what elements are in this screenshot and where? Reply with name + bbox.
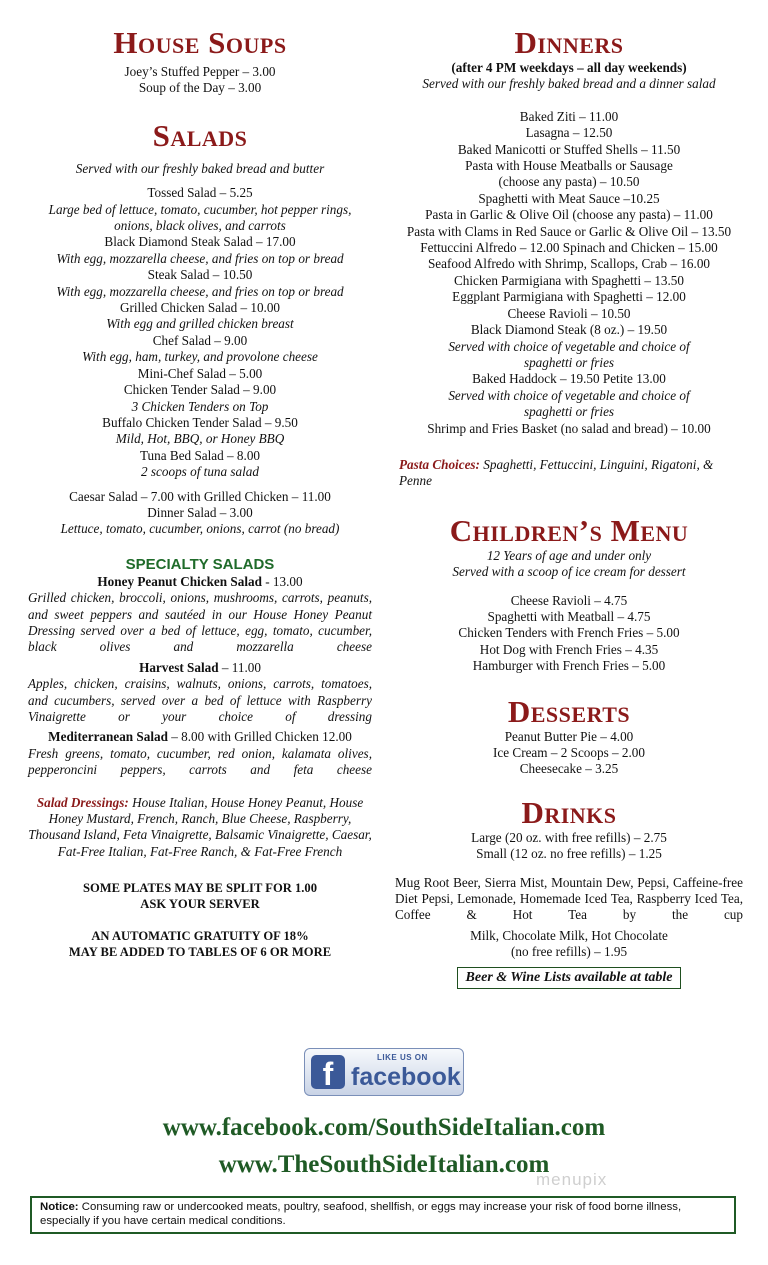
dinners-hours: (after 4 PM weekdays – all day weekends) bbox=[451, 60, 687, 75]
specialty-price: – 11.00 bbox=[218, 659, 261, 675]
children-item: Cheese Ravioli – 4.75 bbox=[510, 592, 628, 608]
children-item: Hamburger with French Fries – 5.00 bbox=[472, 658, 666, 674]
pasta-choices-text: Spaghetti, Fettuccini, Linguini, Rigatoni, & Penne bbox=[399, 456, 714, 489]
specialty-name: Mediterranean Salad bbox=[48, 729, 168, 745]
salad-desc: 3 Chicken Tenders on Top bbox=[131, 398, 269, 414]
dressings-label: Salad Dressings: bbox=[36, 794, 129, 810]
drinks-small: Small (12 oz. no free refills) – 1.25 bbox=[476, 846, 662, 862]
split-line: ASK YOUR SERVER bbox=[140, 897, 260, 912]
soup-item: Soup of the Day – 3.00 bbox=[138, 80, 262, 96]
dinner-item: Chicken Parmigiana with Spaghetti – 13.50 bbox=[453, 272, 684, 288]
salad-item: Chef Salad – 9.00 bbox=[152, 332, 248, 348]
children-subtitle: Served with a scoop of ice cream for dessert bbox=[452, 564, 686, 580]
dressings-text: House Italian, House Honey Peanut, House Honey Mustard, French, Ranch, Blue Cheese, Raspberry, Thousand Island, Feta Vinaigrette, Balsamic Vinaigrette, Caesar, Fat-Free Italian, Fat-Free Ranch, & Fat-Free French bbox=[28, 794, 372, 859]
children-item: Chicken Tenders with French Fries – 5.00 bbox=[458, 625, 680, 641]
drinks-list: Mug Root Beer, Sierra Mist, Mountain Dew, Pepsi, Caffeine-free Diet Pepsi, Lemonade, Homemade Iced Tea, Raspberry Iced Tea, Coffee & Hot Tea by the cup bbox=[395, 874, 743, 923]
children-title: Children’s Menu bbox=[449, 512, 689, 548]
gratuity-line: AN AUTOMATIC GRATUITY OF 18% bbox=[91, 929, 309, 944]
salad-item: Grilled Chicken Salad – 10.00 bbox=[119, 300, 281, 316]
children-item: Hot Dog with French Fries – 4.35 bbox=[479, 641, 659, 657]
dinner-item: Pasta with Clams in Red Sauce or Garlic & Olive Oil – 13.50 bbox=[406, 223, 732, 239]
dinners-subtitle: Served with our freshly baked bread and a dinner salad bbox=[422, 76, 716, 92]
dinner-item: Lasagna – 12.50 bbox=[525, 125, 613, 141]
beer-wine-note: Beer & Wine Lists available at table bbox=[457, 967, 682, 989]
salad-desc: Lettuce, tomato, cucumber, onions, carrot (no bread) bbox=[60, 521, 340, 537]
salad-item: Tuna Bed Salad – 8.00 bbox=[139, 447, 261, 463]
dinner-item: Pasta in Garlic & Olive Oil (choose any pasta) – 11.00 bbox=[425, 207, 713, 223]
desserts-title: Desserts bbox=[507, 693, 631, 729]
food-safety-notice bbox=[30, 1196, 736, 1234]
drinks-milk-price: (no free refills) – 1.95 bbox=[510, 944, 628, 960]
gratuity-line: MAY BE ADDED TO TABLES OF 6 OR MORE bbox=[68, 945, 332, 960]
pasta-choices bbox=[395, 457, 743, 490]
salad-desc: With egg, mozzarella cheese, and fries on top or bread bbox=[56, 283, 344, 299]
salad-item: Steak Salad – 10.50 bbox=[147, 267, 253, 283]
soup-item: Joey’s Stuffed Pepper – 3.00 bbox=[124, 64, 276, 79]
salad-item: Chicken Tender Salad – 9.00 bbox=[123, 382, 277, 398]
facebook-like-text: LIKE US ON bbox=[377, 1053, 428, 1062]
salad-item: Dinner Salad – 3.00 bbox=[147, 504, 253, 520]
dinner-item: Pasta with House Meatballs or Sausage bbox=[465, 158, 673, 174]
drinks-milk: Milk, Chocolate Milk, Hot Chocolate bbox=[470, 927, 668, 943]
notice-text: Consuming raw or undercooked meats, poultry, seafood, shellfish, or eggs may increase your risk of food borne illness, especially if you have certain medical conditions. bbox=[40, 1201, 682, 1227]
salads-subtitle: Served with our freshly baked bread and butter bbox=[75, 160, 325, 176]
salad-desc: Mild, Hot, BBQ, or Honey BBQ bbox=[115, 431, 285, 447]
salad-desc: With egg and grilled chicken breast bbox=[106, 316, 294, 332]
dinner-item: Black Diamond Steak (8 oz.) – 19.50 bbox=[470, 322, 668, 338]
dessert-item: Cheesecake – 3.25 bbox=[519, 761, 619, 777]
salad-desc: With egg, mozzarella cheese, and fries on top or bread bbox=[56, 250, 344, 266]
dinner-item: Shrimp and Fries Basket (no salad and bread) – 10.00 bbox=[427, 420, 711, 436]
notice-label: Notice: bbox=[40, 1201, 79, 1213]
drinks-large: Large (20 oz. with free refills) – 2.75 bbox=[471, 829, 667, 845]
dinner-item: (choose any pasta) – 10.50 bbox=[498, 174, 640, 190]
salad-item: Caesar Salad – 7.00 with Grilled Chicken – 11.00 bbox=[69, 488, 331, 504]
salad-item: Tossed Salad – 5.25 bbox=[147, 185, 253, 201]
website-url[interactable]: www.TheSouthSideItalian.com bbox=[218, 1151, 550, 1178]
salad-item: Buffalo Chicken Tender Salad – 9.50 bbox=[102, 414, 298, 430]
children-subtitle: 12 Years of age and under only bbox=[486, 547, 652, 563]
salad-item: Mini-Chef Salad – 5.00 bbox=[137, 365, 263, 381]
facebook-wordmark: facebook bbox=[351, 1063, 461, 1091]
facebook-url[interactable]: www.facebook.com/SouthSideItalian.com bbox=[162, 1114, 606, 1141]
salad-dressings bbox=[28, 795, 372, 861]
dessert-item: Ice Cream – 2 Scoops – 2.00 bbox=[493, 745, 645, 760]
salad-desc: With egg, ham, turkey, and provolone cheese bbox=[82, 349, 318, 365]
salad-item: Black Diamond Steak Salad – 17.00 bbox=[104, 234, 296, 250]
specialty-title: SPECIALTY SALADS bbox=[125, 555, 275, 573]
dinners-title: Dinners bbox=[514, 25, 624, 60]
dinner-item: Baked Ziti – 11.00 bbox=[519, 108, 619, 124]
specialty-desc: Apples, chicken, craisins, walnuts, onions, carrots, tomatoes, and cucumbers, served over a bed of lettuce with Raspberry Vinaigrette or your choice of dressing bbox=[28, 676, 372, 724]
dinner-item: Baked Manicotti or Stuffed Shells – 11.50 bbox=[457, 141, 681, 157]
salad-desc: 2 scoops of tuna salad bbox=[141, 464, 259, 480]
specialty-price: – 8.00 with Grilled Chicken 12.00 bbox=[167, 729, 352, 745]
dinner-desc: Served with choice of vegetable and choice of spaghetti or fries bbox=[448, 338, 690, 370]
salad-desc: Large bed of lettuce, tomato, cucumber, hot pepper rings, onions, black olives, and carrots bbox=[48, 201, 352, 234]
soups-title: House Soups bbox=[113, 25, 287, 60]
dinner-item: Spaghetti with Meat Sauce –10.25 bbox=[478, 190, 660, 206]
specialty-name: Honey Peanut Chicken Salad bbox=[97, 573, 262, 589]
menupix-watermark: menupix bbox=[536, 1170, 608, 1189]
split-line: SOME PLATES MAY BE SPLIT FOR 1.00 bbox=[82, 881, 318, 896]
dinner-desc: Served with choice of vegetable and choice of spaghetti or fries bbox=[448, 387, 690, 420]
dinner-item: Baked Haddock – 19.50 Petite 13.00 bbox=[472, 371, 666, 387]
facebook-like-badge[interactable] bbox=[304, 1048, 464, 1096]
dinner-item: Seafood Alfredo with Shrimp, Scallops, Crab – 16.00 bbox=[427, 256, 711, 272]
pasta-choices-label: Pasta Choices: bbox=[399, 456, 480, 472]
salads-title: Salads bbox=[152, 117, 248, 153]
right-column bbox=[395, 0, 743, 989]
specialty-price: - 13.00 bbox=[261, 573, 303, 589]
children-item: Spaghetti with Meatball – 4.75 bbox=[487, 608, 651, 624]
dinner-item: Eggplant Parmigiana with Spaghetti – 12.00 bbox=[452, 289, 686, 305]
specialty-desc: Grilled chicken, broccoli, onions, mushrooms, carrots, peanuts, and sweet peppers and sautéed in our House Honey Peanut Dressing served over a bed of lettuce, egg, tomato, cucumber, black olives and mozzarella cheese bbox=[28, 590, 372, 655]
drinks-title: Drinks bbox=[521, 794, 617, 830]
dessert-item: Peanut Butter Pie – 4.00 bbox=[504, 728, 634, 744]
facebook-icon: f bbox=[311, 1055, 345, 1089]
dinner-item: Fettuccini Alfredo – 12.00 Spinach and Chicken – 15.00 bbox=[420, 240, 718, 256]
left-column bbox=[28, 0, 372, 960]
specialty-name: Harvest Salad bbox=[139, 659, 219, 675]
specialty-desc: Fresh greens, tomato, cucumber, red onion, kalamata olives, pepperoncini peppers, carrots and feta cheese bbox=[28, 745, 372, 778]
dinner-item: Cheese Ravioli – 10.50 bbox=[507, 305, 631, 321]
